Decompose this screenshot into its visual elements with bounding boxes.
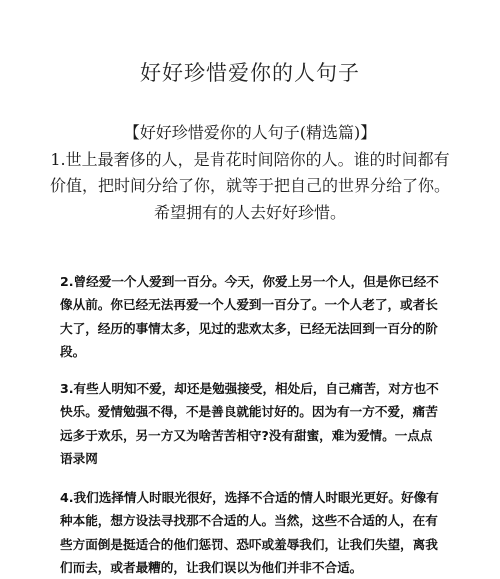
- intro-block: [48, 120, 452, 226]
- paragraph-4: 4.我们选择情人时眼光很好，选择不合适的情人时眼光更好。好像有种本能，想方设法寻找那不合适的人。当然，这些不合适的人，在有些方面倒是挺适合的他们惩罚、恐吓或羞辱我们，让我们失望，离我们而去，或者最糟的，让我们误以为他们并非不合适。: [60, 490, 439, 575]
- article-title: 好好珍惜爱你的人句子: [140, 61, 360, 85]
- section-heading: 【好好珍惜爱你的人句子(精选篇)】: [123, 123, 377, 142]
- paragraph-1: 1.世上最奢侈的人，是肯花时间陪你的人。谁的时间都有价值，把时间分给了你，就等于把自己的世界分给了你。希望拥有的人去好好珍惜。: [49, 149, 450, 222]
- paragraph-3: 3.有些人明知不爱，却还是勉强接受，相处后，自己痛苦，对方也不快乐。爱情勉强不得，不是善良就能讨好的。因为有一方不爱，痛苦远多于欢乐，另一方又为啥苦苦相守?没有甜蜜，难为爱情。一点点语录网: [60, 381, 439, 466]
- paragraph-2: 2.曾经爱一个人爱到一百分。今天，你爱上另一个人，但是你已经不像从前。你已经无法再爱一个人爱到一百分了。一个人老了，或者长大了，经历的事情太多，见过的悲欢太多，已经无法回到一百分的阶段。: [60, 274, 439, 359]
